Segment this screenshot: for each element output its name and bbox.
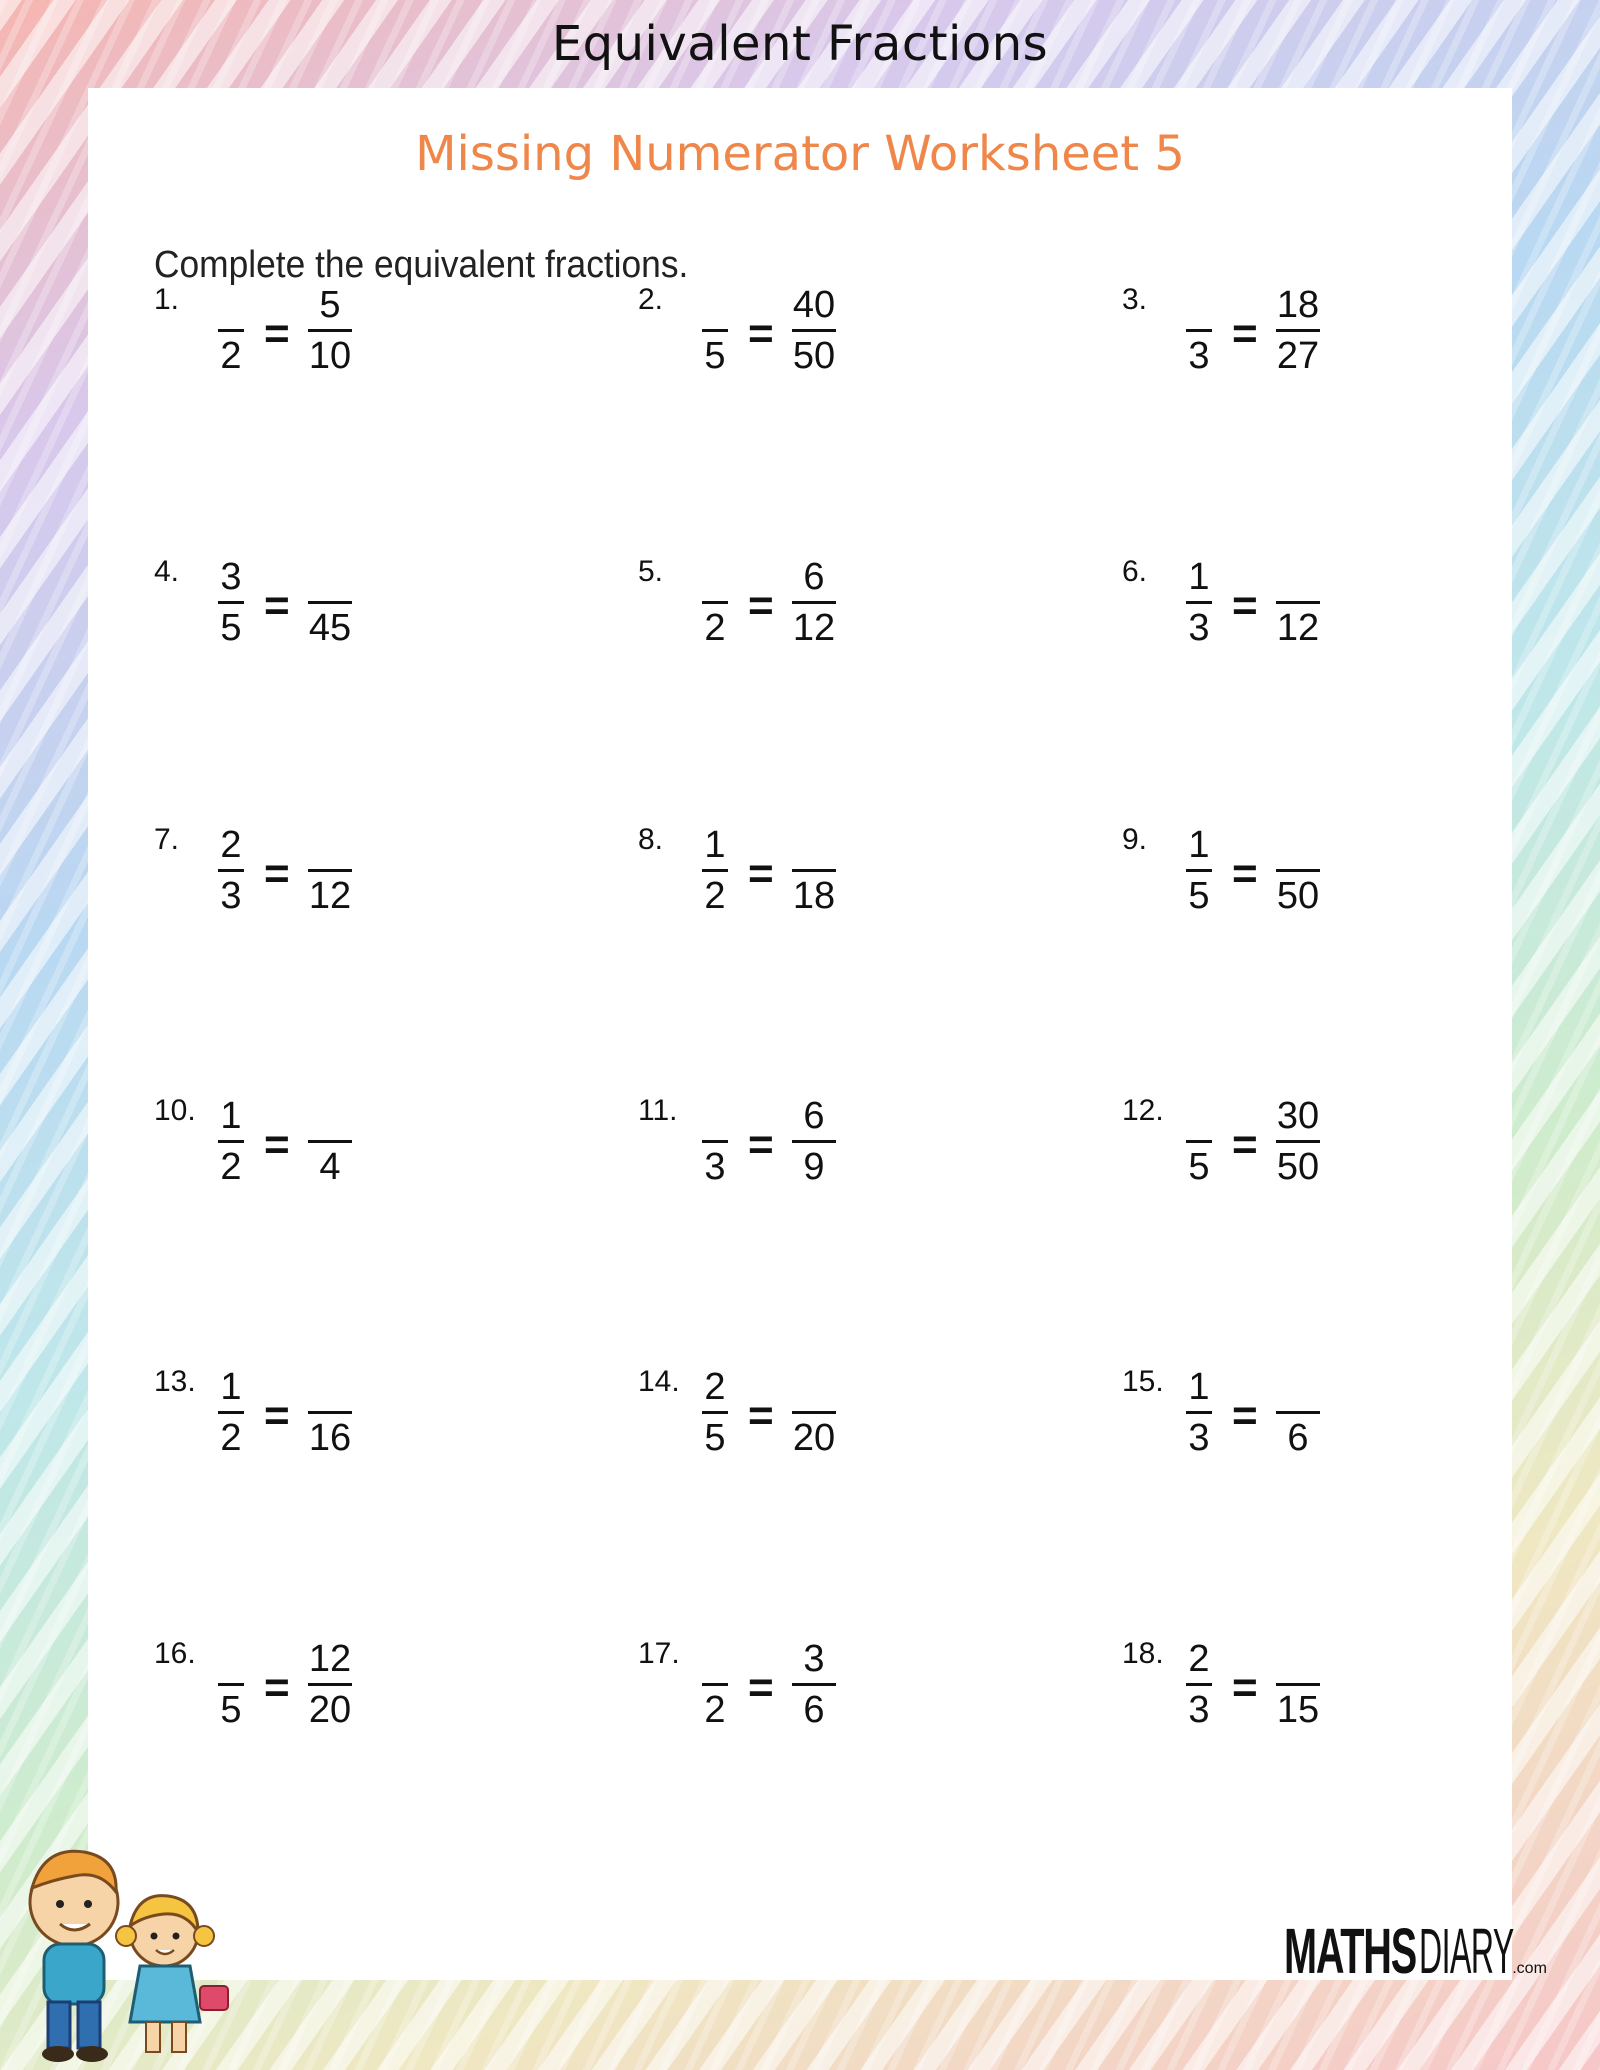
equals-sign: = bbox=[1232, 309, 1258, 358]
right-numerator[interactable]: 5 bbox=[319, 284, 341, 326]
equals-sign: = bbox=[748, 309, 774, 358]
left-fraction bbox=[1178, 823, 1220, 918]
left-denominator: 3 bbox=[704, 1146, 726, 1188]
left-numerator[interactable]: 2 bbox=[220, 824, 242, 866]
problem-number: 10. bbox=[154, 1094, 196, 1127]
left-numerator[interactable] bbox=[1178, 1094, 1220, 1138]
equals-sign: = bbox=[748, 1391, 774, 1440]
left-fraction bbox=[1178, 283, 1220, 378]
left-denominator: 5 bbox=[1188, 875, 1210, 917]
left-fraction bbox=[694, 1637, 736, 1732]
fraction-bar bbox=[1276, 329, 1320, 332]
right-denominator: 50 bbox=[1276, 875, 1320, 917]
problem-item bbox=[1122, 1365, 1422, 1485]
right-numerator[interactable]: 6 bbox=[803, 556, 825, 598]
left-fraction bbox=[694, 1094, 736, 1189]
instruction-text: Complete the equivalent fractions. bbox=[154, 244, 689, 286]
equals-sign: = bbox=[264, 849, 290, 898]
left-numerator[interactable] bbox=[210, 283, 252, 327]
problem-item bbox=[154, 283, 454, 403]
right-fraction bbox=[300, 1637, 360, 1732]
left-fraction bbox=[694, 1365, 736, 1460]
right-denominator: 6 bbox=[1287, 1417, 1309, 1459]
right-numerator[interactable] bbox=[300, 555, 360, 599]
fraction-bar bbox=[218, 1140, 244, 1143]
left-denominator: 3 bbox=[220, 875, 242, 917]
left-fraction bbox=[694, 823, 736, 918]
right-numerator[interactable] bbox=[1268, 823, 1328, 867]
fraction-bar bbox=[792, 601, 836, 604]
equals-sign: = bbox=[1232, 581, 1258, 630]
equals-sign: = bbox=[1232, 1391, 1258, 1440]
fraction-bar bbox=[1186, 1683, 1212, 1686]
right-numerator[interactable] bbox=[1268, 555, 1328, 599]
problem-number: 1. bbox=[154, 283, 180, 316]
left-fraction bbox=[1178, 555, 1220, 650]
right-numerator[interactable] bbox=[300, 823, 360, 867]
left-numerator[interactable] bbox=[1178, 283, 1220, 327]
problem-number: 15. bbox=[1122, 1365, 1164, 1398]
right-fraction bbox=[300, 283, 360, 378]
problem-item bbox=[638, 555, 938, 675]
left-numerator[interactable]: 1 bbox=[1188, 824, 1210, 866]
problem-number: 4. bbox=[154, 555, 180, 588]
right-fraction bbox=[784, 1637, 844, 1732]
problem-number: 3. bbox=[1122, 283, 1148, 316]
problem-item bbox=[638, 823, 938, 943]
right-fraction bbox=[1268, 283, 1328, 378]
fraction-bar bbox=[792, 1683, 836, 1686]
fraction-bar bbox=[1276, 1140, 1320, 1143]
equals-sign: = bbox=[264, 581, 290, 630]
problem-item bbox=[154, 823, 454, 943]
fraction-bar bbox=[1276, 1411, 1320, 1414]
fraction-bar bbox=[1186, 1140, 1212, 1143]
right-numerator[interactable]: 40 bbox=[792, 284, 836, 326]
right-fraction bbox=[784, 1094, 844, 1189]
equals-sign: = bbox=[264, 309, 290, 358]
left-denominator: 2 bbox=[220, 1146, 242, 1188]
right-denominator: 12 bbox=[308, 875, 352, 917]
fraction-bar bbox=[1186, 1411, 1212, 1414]
logo-light: DIARY bbox=[1418, 1915, 1514, 1987]
right-fraction bbox=[784, 1365, 844, 1460]
left-denominator: 2 bbox=[704, 607, 726, 649]
problem-item bbox=[1122, 555, 1422, 675]
problem-number: 8. bbox=[638, 823, 664, 856]
problem-number: 17. bbox=[638, 1637, 680, 1670]
fraction-bar bbox=[702, 1411, 728, 1414]
left-numerator[interactable] bbox=[694, 283, 736, 327]
right-numerator[interactable] bbox=[300, 1365, 360, 1409]
right-numerator[interactable] bbox=[1268, 1365, 1328, 1409]
left-denominator: 3 bbox=[1188, 1417, 1210, 1459]
problem-number: 12. bbox=[1122, 1094, 1164, 1127]
right-denominator: 16 bbox=[308, 1417, 352, 1459]
fraction-bar bbox=[308, 1140, 352, 1143]
left-denominator: 3 bbox=[1188, 607, 1210, 649]
fraction-bar bbox=[1186, 869, 1212, 872]
right-fraction bbox=[300, 555, 360, 650]
fraction-bar bbox=[218, 601, 244, 604]
fraction-bar bbox=[702, 1140, 728, 1143]
problem-item bbox=[638, 1637, 938, 1757]
left-numerator[interactable]: 1 bbox=[220, 1095, 242, 1137]
equals-sign: = bbox=[748, 581, 774, 630]
right-numerator[interactable] bbox=[784, 1365, 844, 1409]
left-fraction bbox=[1178, 1094, 1220, 1189]
problem-number: 13. bbox=[154, 1365, 196, 1398]
equals-sign: = bbox=[748, 849, 774, 898]
left-denominator: 2 bbox=[704, 875, 726, 917]
left-fraction bbox=[1178, 1365, 1220, 1460]
equals-sign: = bbox=[264, 1120, 290, 1169]
right-fraction bbox=[1268, 555, 1328, 650]
problem-number: 11. bbox=[638, 1094, 678, 1127]
left-numerator[interactable]: 2 bbox=[704, 1366, 726, 1408]
page-title: Equivalent Fractions bbox=[551, 16, 1049, 72]
right-fraction bbox=[784, 823, 844, 918]
fraction-bar bbox=[308, 1411, 352, 1414]
fraction-bar bbox=[1276, 601, 1320, 604]
fraction-bar bbox=[218, 1411, 244, 1414]
right-denominator: 4 bbox=[319, 1146, 341, 1188]
problem-item bbox=[1122, 823, 1422, 943]
problem-number: 18. bbox=[1122, 1637, 1164, 1670]
left-fraction bbox=[1178, 1637, 1220, 1732]
left-numerator[interactable]: 1 bbox=[704, 824, 726, 866]
fraction-bar bbox=[308, 329, 352, 332]
left-denominator: 2 bbox=[220, 1417, 242, 1459]
right-numerator[interactable]: 12 bbox=[308, 1638, 352, 1680]
fraction-bar bbox=[218, 329, 244, 332]
problem-number: 14. bbox=[638, 1365, 680, 1398]
fraction-bar bbox=[792, 1140, 836, 1143]
left-fraction bbox=[210, 1094, 252, 1189]
problem-item bbox=[154, 1365, 454, 1485]
right-denominator: 12 bbox=[1276, 607, 1320, 649]
mathsdiary-logo bbox=[1284, 1914, 1547, 1988]
right-numerator[interactable]: 3 bbox=[803, 1638, 825, 1680]
logo-suffix: .com bbox=[1512, 1960, 1547, 1977]
problem-item bbox=[1122, 283, 1422, 403]
fraction-bar bbox=[308, 1683, 352, 1686]
problem-item bbox=[638, 1365, 938, 1485]
problem-number: 5. bbox=[638, 555, 664, 588]
fraction-bar bbox=[218, 869, 244, 872]
left-denominator: 5 bbox=[220, 607, 242, 649]
logo-bold: MATHS bbox=[1284, 1915, 1416, 1987]
problem-item bbox=[638, 283, 938, 403]
left-fraction bbox=[210, 1365, 252, 1460]
right-numerator[interactable]: 30 bbox=[1276, 1095, 1320, 1137]
fraction-bar bbox=[1276, 869, 1320, 872]
right-denominator: 9 bbox=[803, 1146, 825, 1188]
left-numerator[interactable] bbox=[694, 1094, 736, 1138]
left-numerator[interactable] bbox=[210, 1637, 252, 1681]
fraction-bar bbox=[702, 601, 728, 604]
problem-item bbox=[154, 555, 454, 675]
left-numerator[interactable]: 1 bbox=[220, 1366, 242, 1408]
fraction-bar bbox=[792, 869, 836, 872]
left-denominator: 3 bbox=[1188, 335, 1210, 377]
equals-sign: = bbox=[264, 1391, 290, 1440]
left-denominator: 2 bbox=[704, 1689, 726, 1731]
left-denominator: 2 bbox=[220, 335, 242, 377]
right-fraction bbox=[300, 1365, 360, 1460]
left-fraction bbox=[210, 1637, 252, 1732]
left-fraction bbox=[210, 823, 252, 918]
equals-sign: = bbox=[264, 1663, 290, 1712]
right-denominator: 20 bbox=[308, 1689, 352, 1731]
problem-number: 6. bbox=[1122, 555, 1148, 588]
fraction-bar bbox=[218, 1683, 244, 1686]
right-fraction bbox=[1268, 1365, 1328, 1460]
worksheet-subtitle: Missing Numerator Worksheet 5 bbox=[415, 126, 1185, 182]
right-fraction bbox=[1268, 1637, 1328, 1732]
right-denominator: 50 bbox=[1276, 1146, 1320, 1188]
equals-sign: = bbox=[1232, 1663, 1258, 1712]
right-numerator[interactable] bbox=[1268, 1637, 1328, 1681]
right-denominator: 10 bbox=[308, 335, 352, 377]
problem-number: 16. bbox=[154, 1637, 196, 1670]
right-fraction bbox=[1268, 1094, 1328, 1189]
problem-item bbox=[1122, 1094, 1422, 1214]
fraction-bar bbox=[308, 601, 352, 604]
fraction-bar bbox=[308, 869, 352, 872]
right-denominator: 45 bbox=[308, 607, 352, 649]
right-numerator[interactable] bbox=[784, 823, 844, 867]
right-denominator: 6 bbox=[803, 1689, 825, 1731]
fraction-bar bbox=[792, 329, 836, 332]
left-numerator[interactable]: 1 bbox=[1188, 556, 1210, 598]
left-numerator[interactable] bbox=[694, 555, 736, 599]
fraction-bar bbox=[792, 1411, 836, 1414]
problem-number: 2. bbox=[638, 283, 664, 316]
equals-sign: = bbox=[748, 1663, 774, 1712]
right-fraction bbox=[300, 1094, 360, 1189]
problem-item bbox=[1122, 1637, 1422, 1757]
fraction-bar bbox=[702, 869, 728, 872]
girl-figure bbox=[116, 1896, 228, 2052]
left-denominator: 5 bbox=[1188, 1146, 1210, 1188]
problem-number: 7. bbox=[154, 823, 180, 856]
left-numerator[interactable] bbox=[694, 1637, 736, 1681]
equals-sign: = bbox=[1232, 849, 1258, 898]
left-fraction bbox=[694, 555, 736, 650]
right-denominator: 27 bbox=[1276, 335, 1320, 377]
right-numerator[interactable]: 18 bbox=[1276, 284, 1320, 326]
right-fraction bbox=[784, 555, 844, 650]
left-denominator: 5 bbox=[704, 335, 726, 377]
fraction-bar bbox=[702, 1683, 728, 1686]
boy-figure bbox=[30, 1851, 118, 2062]
left-fraction bbox=[210, 555, 252, 650]
equals-sign: = bbox=[748, 1120, 774, 1169]
fraction-bar bbox=[1186, 601, 1212, 604]
right-numerator[interactable] bbox=[300, 1094, 360, 1138]
right-denominator: 50 bbox=[792, 335, 836, 377]
right-fraction bbox=[1268, 823, 1328, 918]
left-denominator: 5 bbox=[220, 1689, 242, 1731]
left-fraction bbox=[210, 283, 252, 378]
left-numerator[interactable]: 1 bbox=[1188, 1366, 1210, 1408]
equals-sign: = bbox=[1232, 1120, 1258, 1169]
right-numerator[interactable]: 6 bbox=[803, 1095, 825, 1137]
right-denominator: 12 bbox=[792, 607, 836, 649]
worksheet-sheet bbox=[88, 88, 1512, 1980]
fraction-bar bbox=[1276, 1683, 1320, 1686]
right-denominator: 18 bbox=[792, 875, 836, 917]
left-denominator: 3 bbox=[1188, 1689, 1210, 1731]
left-denominator: 5 bbox=[704, 1417, 726, 1459]
right-denominator: 20 bbox=[792, 1417, 836, 1459]
problem-item bbox=[154, 1637, 454, 1757]
problem-number: 9. bbox=[1122, 823, 1148, 856]
problem-item bbox=[154, 1094, 454, 1214]
fraction-bar bbox=[1186, 329, 1212, 332]
right-denominator: 15 bbox=[1276, 1689, 1320, 1731]
children-illustration bbox=[14, 1836, 234, 2066]
fraction-bar bbox=[702, 329, 728, 332]
right-fraction bbox=[784, 283, 844, 378]
right-fraction bbox=[300, 823, 360, 918]
left-fraction bbox=[694, 283, 736, 378]
left-numerator[interactable]: 2 bbox=[1188, 1638, 1210, 1680]
left-numerator[interactable]: 3 bbox=[220, 556, 242, 598]
problem-item bbox=[638, 1094, 938, 1214]
